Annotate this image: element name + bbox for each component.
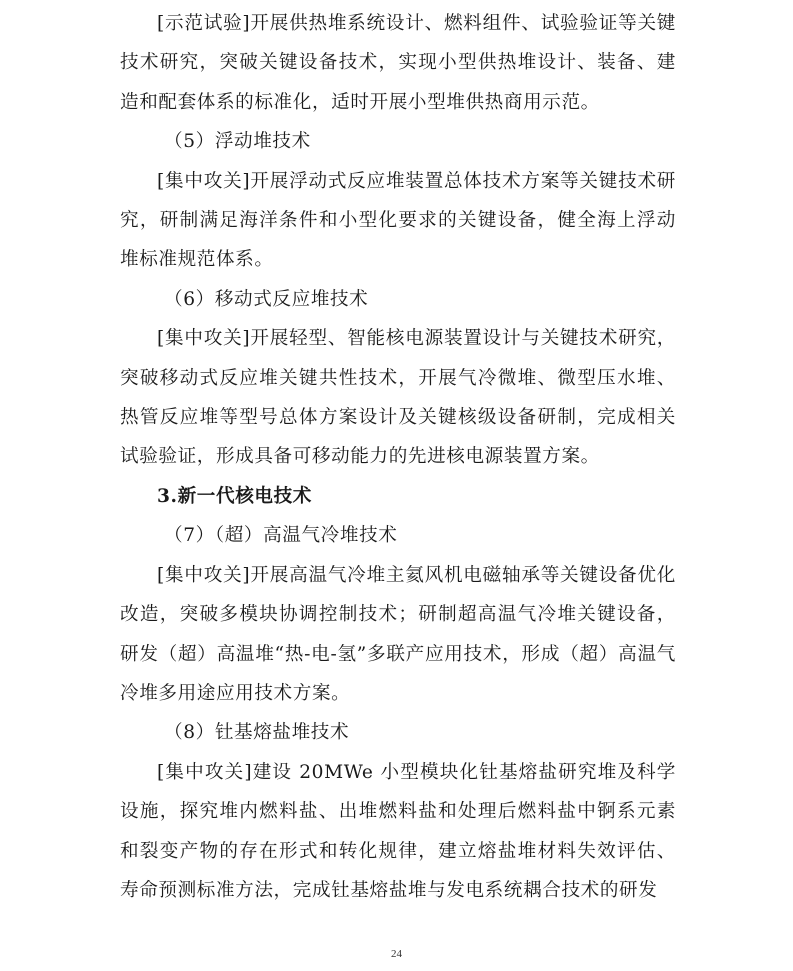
para-mobile-reactor: [集中攻关]开展轻型、智能核电源装置设计与关键技术研究，突破移动式反应堆关键共性技术，开展气冷微堆、微型压水堆、热管反应堆等型号总体方案设计及关键核级设备研制，完成相关试验验证，形成具备可移动能力的先进核电源装置方案。 [120, 328, 676, 468]
document-body [120, 4, 676, 910]
page-number: 24 [391, 948, 402, 960]
para-htgr: [集中攻关]开展高温气冷堆主氦风机电磁轴承等关键设备优化改造，突破多模块协调控制技术；研制超高温气冷堆关键设备，研发（超）高温堆“热-电-氢”多联产应用技术，形成（超）高温气冷堆多用途应用技术方案。 [120, 564, 676, 704]
heading-htgr: （7）（超）高温气冷堆技术 [164, 525, 398, 547]
heading-floating-reactor: （5）浮动堆技术 [164, 131, 311, 153]
para-demo-test: [示范试验]开展供热堆系统设计、燃料组件、试验验证等关键技术研究，突破关键设备技术，实现小型供热堆设计、装备、建造和配套体系的标准化，适时开展小型堆供热商用示范。 [120, 13, 676, 113]
heading-mobile-reactor: （6）移动式反应堆技术 [164, 288, 369, 310]
para-thorium-msr: [集中攻关]建设 20MWe 小型模块化钍基熔盐研究堆及科学设施，探究堆内燃料盐、出堆燃料盐和处理后燃料盐中锕系元素和裂变产物的存在形式和转化规律，建立熔盐堆材料失效评估、寿命预测标准方法，完成钍基熔盐堆与发电系统耦合技术的研发 [120, 761, 676, 901]
heading-new-generation-nuclear: 3.新一代核电技术 [157, 485, 312, 507]
para-floating-reactor: [集中攻关]开展浮动式反应堆装置总体技术方案等关键技术研究，研制满足海洋条件和小型化要求的关键设备，健全海上浮动堆标准规范体系。 [120, 170, 676, 271]
heading-thorium-msr: （8）钍基熔盐堆技术 [164, 722, 350, 744]
